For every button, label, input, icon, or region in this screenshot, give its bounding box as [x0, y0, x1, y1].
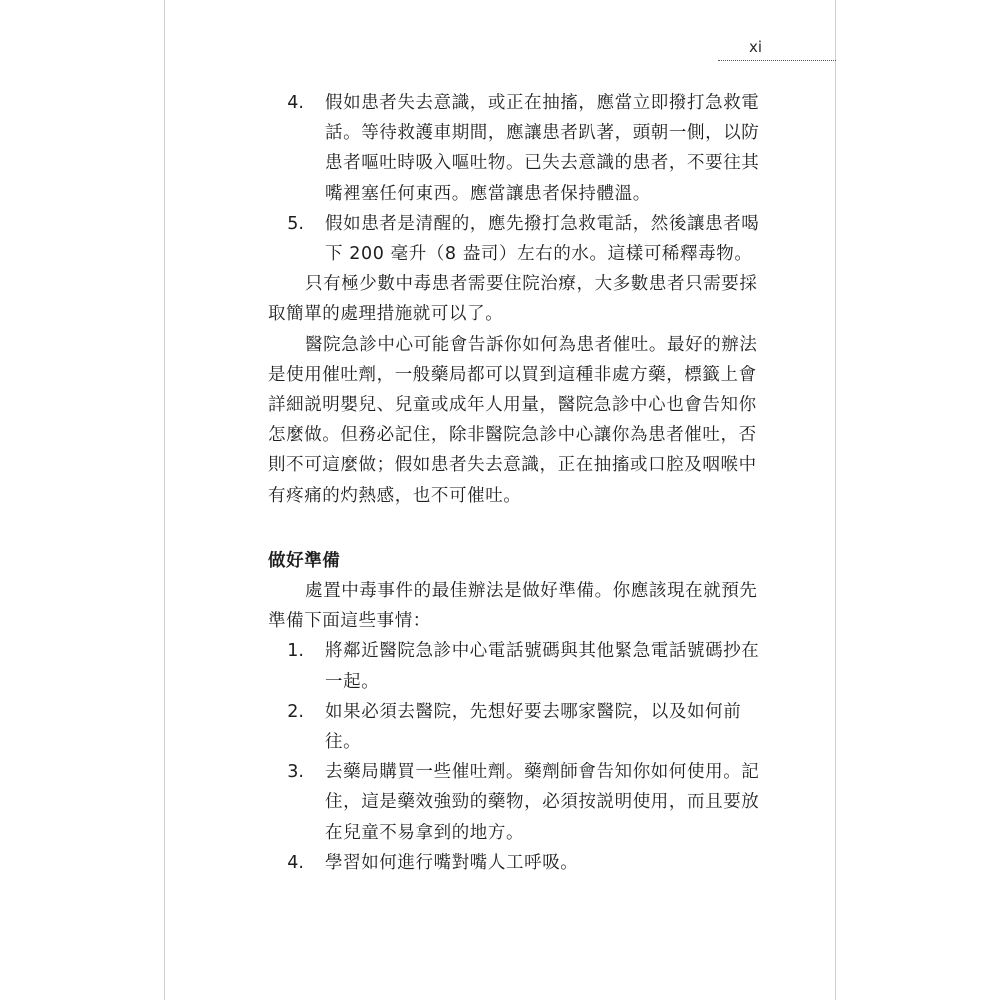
- list-item: [268, 636, 764, 696]
- list-item-number: 5.: [287, 213, 304, 234]
- list-item-text: 如果必須去醫院，先想好要去哪家醫院，以及如何前往。: [325, 701, 742, 753]
- list-item: [268, 209, 764, 269]
- list-item: [268, 697, 764, 757]
- list-item: [268, 88, 764, 209]
- list-item-number: 4.: [287, 852, 304, 873]
- list-item-number: 2.: [287, 701, 304, 722]
- list-item-number: 3.: [287, 762, 304, 783]
- list-item: [268, 757, 764, 848]
- list-item-text: 學習如何進行嘴對嘴人工呼吸。: [325, 852, 579, 873]
- list-item-text: 假如患者失去意識，或正在抽搐，應當立即撥打急救電話。等待救護車期間，應讓患者趴著，頭朝一側，以防患者嘔吐時吸入嘔吐物。已失去意識的患者，不要往其嘴裡塞任何東西。應當讓患者保持體溫。: [325, 93, 760, 204]
- list-item: [268, 848, 764, 878]
- list-item-number: 1.: [287, 641, 304, 662]
- section-heading: 做好準備: [268, 550, 341, 571]
- section-intro: 處置中毒事件的最佳辦法是做好準備。你應該現在就預先準備下面這些事情：: [268, 581, 758, 632]
- list-item-text: 去藥局購買一些催吐劑。藥劑師會告知你如何使用。記住，這是藥效強勁的藥物，必須按説明使用，而且要放在兒童不易拿到的地方。: [325, 762, 760, 843]
- header-dotted-rule: [718, 60, 836, 61]
- page-content: [268, 88, 764, 878]
- list-item-text: 假如患者是清醒的，應先撥打急救電話，然後讓患者喝下 200 毫升（8 盎司）左右的水。這樣可稀釋毒物。: [325, 213, 760, 265]
- page-number: xi: [749, 38, 763, 56]
- body-paragraph: 醫院急診中心可能會告訴你如何為患者催吐。最好的辦法是使用催吐劑，一般藥局都可以買到這種非處方藥，標籤上會詳細説明嬰兒、兒童或成年人用量，醫院急診中心也會告知你怎麼做。但務必記住，除非醫院急診中心讓你為患者催吐，否則不可這麼做；假如患者失去意識，正在抽搐或口腔及咽喉中有疼痛的灼熱感，也不可催吐。: [268, 334, 758, 506]
- list-item-text: 將鄰近醫院急診中心電話號碼與其他緊急電話號碼抄在一起。: [325, 641, 760, 692]
- body-paragraph: 只有極少數中毒患者需要住院治療，大多數患者只需要採取簡單的處理措施就可以了。: [268, 274, 758, 325]
- list-item-number: 4.: [287, 93, 304, 113]
